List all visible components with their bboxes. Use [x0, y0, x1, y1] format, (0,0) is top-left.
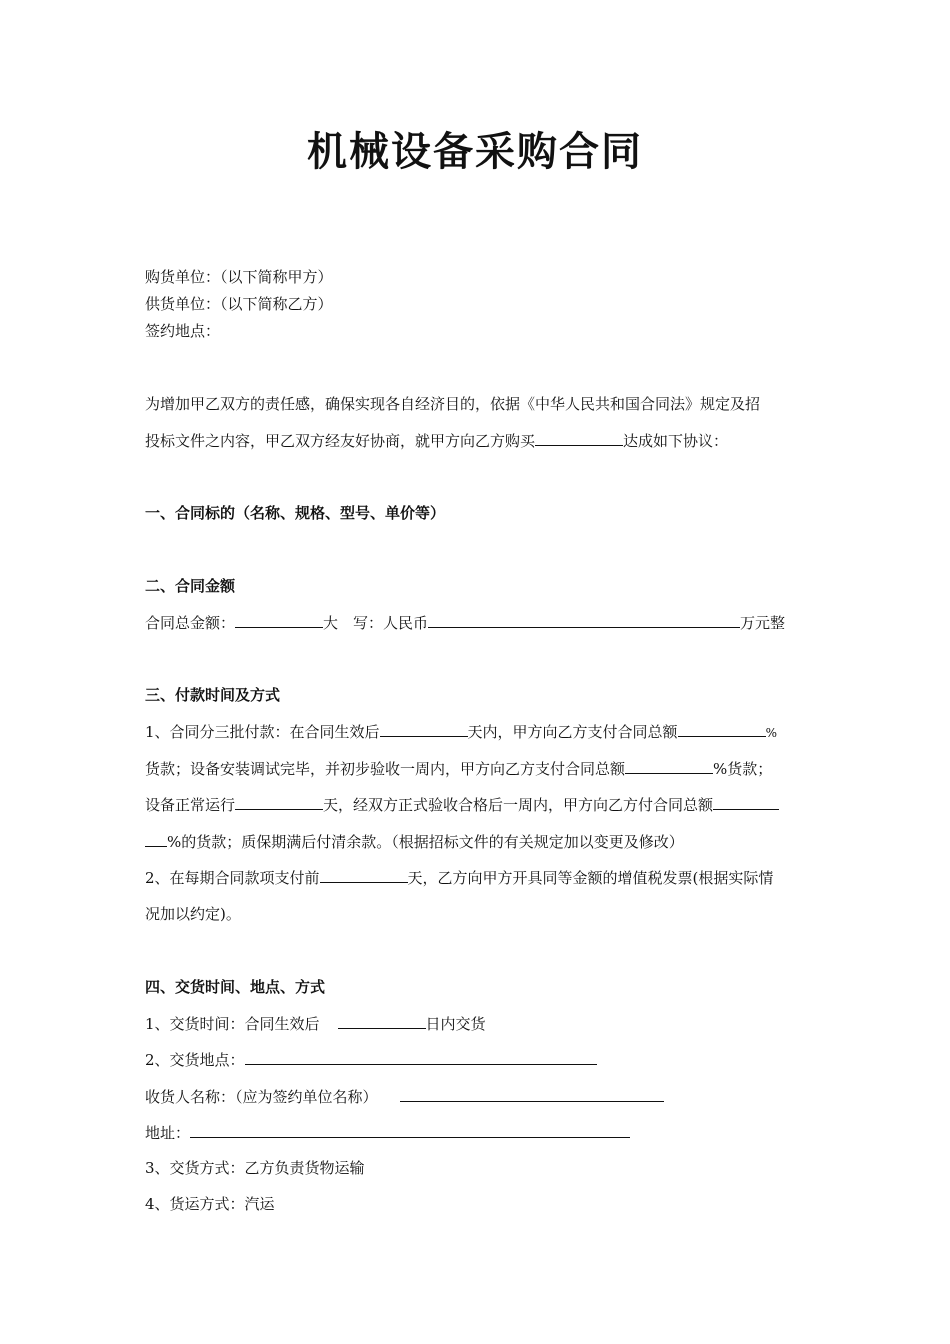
- invoice-line-2: 况加以约定)。: [145, 905, 241, 923]
- section-2-heading: 二、合同金额: [145, 577, 236, 595]
- amount-in-words-blank: [428, 611, 740, 628]
- intro-text-b: 达成如下协议：: [623, 432, 729, 450]
- buyer-line: 购货单位：（以下简称甲方）: [145, 268, 333, 286]
- seller-line: 供货单位：（以下简称乙方）: [145, 295, 333, 313]
- transport-method-line: 4、货运方式：汽运: [145, 1195, 275, 1213]
- signing-place-line: 签约地点：: [145, 322, 221, 340]
- delivery-days-blank: [338, 1012, 426, 1029]
- delivery-place-blank: [245, 1048, 597, 1065]
- payment-text-2a: 货款；设备安装调试完毕，并初步验收一周内，甲方向乙方支付合同总额: [145, 760, 626, 778]
- address-blank: [190, 1121, 630, 1138]
- payment-line-3: [145, 793, 779, 816]
- payment-text-1a: 1、合同分三批付款：在合同生效后: [145, 723, 380, 741]
- payment-line-1: [145, 720, 777, 744]
- section-1-heading: 一、合同标的（名称、规格、型号、单价等）: [145, 504, 446, 522]
- delivery-time-text-b: 日内交货: [425, 1015, 486, 1033]
- invoice-text-1a: 2、在每期合同款项支付前: [145, 869, 320, 887]
- delivery-time-line: [145, 1012, 486, 1035]
- delivery-place-line: [145, 1048, 597, 1071]
- first-payment-percent-blank: [678, 720, 766, 737]
- payment-line-2: [145, 757, 772, 780]
- delivery-method-line: 3、交货方式：乙方负责货物运输: [145, 1159, 365, 1177]
- payment-text-2b: %货款；: [713, 760, 773, 778]
- amount-in-words-label: 大 写：人民币: [323, 614, 429, 632]
- receiver-line: [145, 1085, 664, 1108]
- intro-text-a: 投标文件之内容，甲乙双方经友好协商，就甲方向乙方购买: [145, 432, 536, 450]
- purchase-item-blank: [535, 429, 623, 446]
- address-line: [145, 1121, 630, 1144]
- percent-sign: %: [765, 726, 777, 740]
- third-payment-percent-blank-start: [713, 793, 779, 810]
- third-payment-percent-blank-end: [145, 830, 167, 847]
- operation-days-blank: [235, 793, 323, 810]
- amount-unit: 万元整: [740, 614, 786, 632]
- payment-text-1b: 天内，甲方向乙方支付合同总额: [467, 723, 678, 741]
- delivery-time-text-a: 1、交货时间：合同生效后: [145, 1015, 320, 1033]
- receiver-name-blank: [400, 1085, 664, 1102]
- delivery-place-label: 2、交货地点：: [145, 1051, 245, 1069]
- section-4-heading: 四、交货时间、地点、方式: [145, 978, 326, 996]
- payment-text-3a: 设备正常运行: [145, 796, 236, 814]
- payment-text-4b: %的货款；质保期满后付清余款。（根据招标文件的有关规定加以变更及修改）: [167, 833, 684, 851]
- total-amount-line: [145, 611, 785, 634]
- intro-line-1: 为增加甲乙双方的责任感，确保实现各自经济目的，依据《中华人民共和国合同法》规定及招: [145, 395, 761, 413]
- address-label: 地址：: [145, 1124, 191, 1142]
- document-title: 机械设备采购合同: [307, 128, 643, 175]
- second-payment-percent-blank: [625, 757, 713, 774]
- invoice-line-1: [145, 866, 773, 889]
- invoice-days-blank: [320, 866, 408, 883]
- total-amount-blank: [235, 611, 323, 628]
- payment-line-4: [145, 830, 684, 853]
- intro-line-2: [145, 429, 728, 452]
- invoice-text-1b: 天，乙方向甲方开具同等金额的增值税发票(根据实际情: [407, 869, 774, 887]
- receiver-label: 收货人名称：（应为签约单位名称）: [145, 1088, 378, 1106]
- payment-text-3b: 天，经双方正式验收合格后一周内，甲方向乙方付合同总额: [323, 796, 714, 814]
- total-amount-label: 合同总金额：: [145, 614, 236, 632]
- section-3-heading: 三、付款时间及方式: [145, 686, 281, 704]
- first-payment-days-blank: [380, 720, 468, 737]
